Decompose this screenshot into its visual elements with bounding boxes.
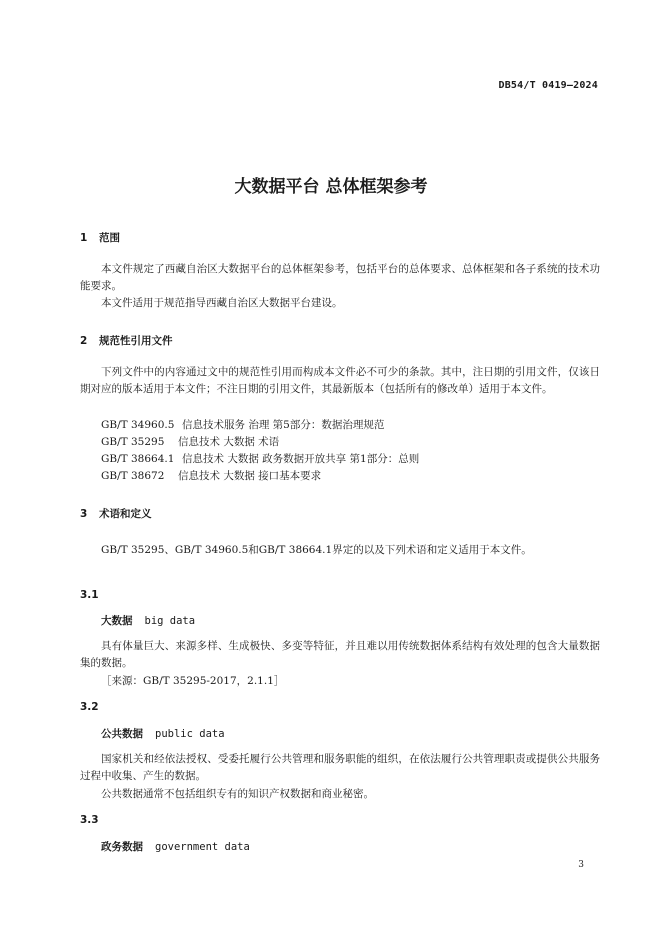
term-entry — [101, 726, 225, 741]
reference-code: GB/T 38672 — [101, 470, 165, 482]
term-en: government data — [155, 841, 250, 853]
reference-item — [101, 434, 279, 449]
section-number: 1 — [80, 232, 88, 244]
section-number: 2 — [80, 335, 88, 347]
term-zh: 大数据 — [101, 615, 133, 627]
term-entry — [101, 613, 195, 628]
document-title: 大数据平台 总体框架参考 — [234, 177, 428, 197]
clause-number: 3.3 — [80, 814, 99, 826]
term-definition: 具有体量巨大、来源多样、生成极快、多变等特征，并且难以用传统数据体系结构有效处理的包含大量数据集的数据。 — [80, 640, 600, 669]
reference-code: GB/T 35295 — [101, 436, 165, 448]
term-entry — [101, 839, 250, 854]
clause-number: 3.1 — [80, 589, 99, 601]
section-1-paragraph-2: 本文件适用于规范指导西藏自治区大数据平台建设。 — [101, 297, 343, 309]
section-title: 规范性引用文件 — [99, 335, 173, 347]
reference-title: 信息技术 大数据 接口基本要求 — [178, 470, 322, 482]
section-number: 3 — [80, 508, 88, 520]
section-title: 术语和定义 — [99, 508, 152, 520]
section-3-heading — [80, 506, 152, 521]
reference-item — [101, 451, 419, 466]
standard-id: DB54/T 0419—2024 — [498, 80, 598, 91]
reference-title: 信息技术 大数据 术语 — [178, 436, 280, 448]
reference-code: GB/T 34960.5 — [101, 419, 175, 431]
term-source: ［来源：GB/T 35295-2017，2.1.1］ — [101, 675, 285, 687]
reference-item — [101, 417, 384, 432]
term-en: public data — [155, 728, 225, 740]
term-definition: 国家机关和经依法授权、受委托履行公共管理和服务职能的组织，在依法履行公共管理职责或提供公共服务过程中收集、产生的数据。 — [80, 753, 600, 782]
term-note: 公共数据通常不包括组织专有的知识产权数据和商业秘密。 — [101, 788, 374, 800]
section-1-heading — [80, 230, 120, 245]
page-number: 3 — [578, 860, 584, 870]
reference-code: GB/T 38664.1 — [101, 453, 175, 465]
term-zh: 政务数据 — [101, 841, 143, 853]
term-en: big data — [144, 615, 196, 627]
clause-number: 3.2 — [80, 701, 99, 713]
section-2-paragraph-1: 下列文件中的内容通过文中的规范性引用而构成本文件必不可少的条款。其中，注日期的引用文件，仅该日期对应的版本适用于本文件；不注日期的引用文件，其最新版本（包括所有的修改单）适用于本文件。 — [80, 366, 600, 395]
reference-item — [101, 468, 321, 483]
section-1-paragraph-1: 本文件规定了西藏自治区大数据平台的总体框架参考，包括平台的总体要求、总体框架和各子系统的技术功能要求。 — [80, 263, 600, 292]
reference-title: 信息技术 大数据 政务数据开放共享 第1部分：总则 — [182, 453, 420, 465]
reference-title: 信息技术服务 治理 第5部分：数据治理规范 — [182, 419, 385, 431]
section-title: 范围 — [99, 232, 120, 244]
section-2-heading — [80, 333, 173, 348]
section-3-paragraph-1: GB/T 35295、GB/T 34960.5和GB/T 38664.1界定的以及下列术语和定义适用于本文件。 — [101, 544, 532, 556]
term-zh: 公共数据 — [101, 728, 143, 740]
